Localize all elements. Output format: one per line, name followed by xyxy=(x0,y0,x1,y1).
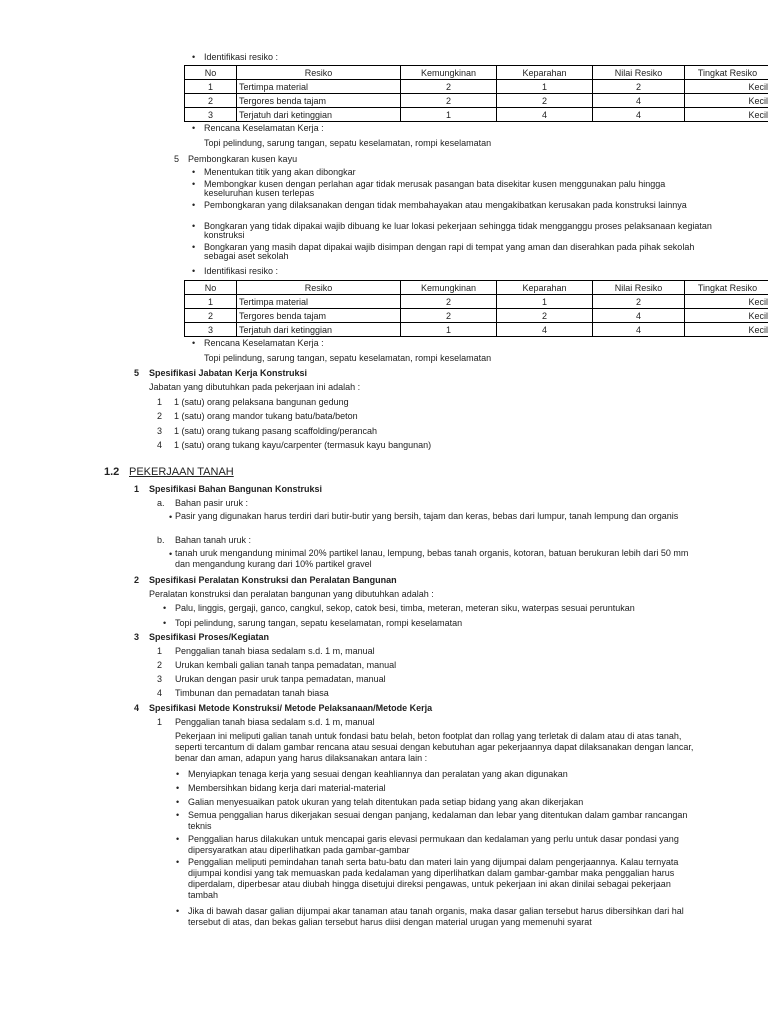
identifikasi-label: • Identifikasi resiko : xyxy=(204,52,278,63)
s4-bullet: • Semua penggalian harus dikerjakan sesuai dengan panjang, kedalaman dan lebar yang ditentukan dalam gambar rancangan teknis xyxy=(188,810,688,832)
table-row xyxy=(185,295,768,309)
table-cell: 1 xyxy=(185,80,237,94)
s3-item-text: Timbunan dan pemadatan tanah biasa xyxy=(175,688,329,698)
jabatan-intro: Jabatan yang dibutuhkan pada pekerjaan ini adalah : xyxy=(149,382,361,392)
table-header-cell: Resiko xyxy=(237,281,401,295)
item5-bullet: • Membongkar kusen dengan perlahan agar tidak merusak pasangan bata disekitar kusen menggunakan palu hingga keseluruhan kusen terlepas xyxy=(204,180,714,198)
table-cell: 2 xyxy=(593,80,685,94)
table-header-cell: Keparahan xyxy=(497,281,593,295)
table-cell: 4 xyxy=(497,323,593,337)
table-cell: Kecil xyxy=(685,94,768,108)
rencana-label: • Rencana Keselamatan Kerja : xyxy=(204,123,324,134)
table-header-cell: Tingkat Resiko xyxy=(685,281,768,295)
jabatan-item-number: 1 xyxy=(157,397,163,407)
table-cell: 3 xyxy=(185,108,237,122)
table-cell: 4 xyxy=(593,108,685,122)
item5-identifikasi-label: • Identifikasi resiko : xyxy=(204,266,278,277)
s1-a-text: Pasir yang digunakan harus terdiri dari butir-butir yang bersih, tajam dan keras, bebas dari lumpur, tanah lempung dan organis xyxy=(175,511,679,521)
item5-bullet: • Bongkaran yang masih dapat dipakai wajib disimpan dengan rapi di tempat yang aman dan diserahkan pada pihak sekolah sebagai aset sekolah xyxy=(204,243,714,261)
risk-table-2 xyxy=(184,280,768,337)
table-cell: Terjatuh dari ketinggian xyxy=(237,323,401,337)
table-cell: 2 xyxy=(401,295,497,309)
s3-item-text: Urukan kembali galian tanah tanpa pemadatan, manual xyxy=(175,660,397,670)
s4-bullet: • Galian menyesuaikan patok ukuran yang telah ditentukan pada setiap bidang yang akan dikerjakan xyxy=(188,797,708,808)
risk-table-1-body xyxy=(185,66,768,122)
jabatan-item-number: 3 xyxy=(157,426,163,436)
table-header-row xyxy=(185,66,768,80)
s1-b-text: tanah uruk mengandung minimal 20% partikel lanau, lempung, bebas tanah organis, kotoran, batuan berukuran lebih dari 50 mm dan mengandung kurang dari 10% partikel gravel xyxy=(175,548,689,569)
s3-item-text: Urukan dengan pasir uruk tanpa pemadatan, manual xyxy=(175,674,386,684)
s1-a-label: a. xyxy=(157,498,165,508)
item5-title: Pembongkaran kusen kayu xyxy=(188,154,298,164)
item5-rencana-label: • Rencana Keselamatan Kerja : xyxy=(204,338,324,349)
bullet-dot: • xyxy=(169,549,173,559)
s4-item-number: 1 xyxy=(157,717,163,727)
table-row xyxy=(185,80,768,94)
table-header-cell: Kemungkinan xyxy=(401,281,497,295)
table-header-cell: Tingkat Resiko xyxy=(685,66,768,80)
jabatan-item-text: 1 (satu) orang pelaksana bangunan gedung xyxy=(174,397,349,407)
section-title: PEKERJAAN TANAH xyxy=(129,466,234,478)
table-row xyxy=(185,108,768,122)
s4-bullet: • Penggalian harus dilakukan untuk mencapai garis elevasi permukaan dan kedalaman yang perlu untuk dasar pondasi yang dipersyaratkan atau diperlihatkan pada gambar-gambar xyxy=(188,834,698,856)
s4-number: 4 xyxy=(134,703,140,713)
table-header-cell: Nilai Resiko xyxy=(593,66,685,80)
s3-item-number: 4 xyxy=(157,688,163,698)
s1-b-label: b. xyxy=(157,535,165,545)
s3-item-text: Penggalian tanah biasa sedalam s.d. 1 m, manual xyxy=(175,646,375,656)
s1-b-title: Bahan tanah uruk : xyxy=(175,535,252,545)
bullet-dot: • xyxy=(169,512,173,522)
s2-number: 2 xyxy=(134,575,140,585)
table-cell: 4 xyxy=(593,94,685,108)
s3-item-number: 2 xyxy=(157,660,163,670)
table-cell: 2 xyxy=(401,80,497,94)
table-cell: Terjatuh dari ketinggian xyxy=(237,108,401,122)
table-cell: 2 xyxy=(185,309,237,323)
s2-intro: Peralatan konstruksi dan peralatan bangunan yang dibutuhkan adalah : xyxy=(149,589,434,599)
apd-text: Topi pelindung, sarung tangan, sepatu keselamatan, rompi keselamatan xyxy=(204,138,492,148)
table-row xyxy=(185,309,768,323)
table-header-cell: No xyxy=(185,66,237,80)
table-cell: 1 xyxy=(497,295,593,309)
section-number: 1.2 xyxy=(104,466,120,478)
s3-item-number: 3 xyxy=(157,674,163,684)
s1-number: 1 xyxy=(134,484,140,494)
s2-bullet: • Palu, linggis, gergaji, ganco, cangkul, sekop, catok besi, timba, meteran, meteran siku, waterpas sesuai peruntukan xyxy=(175,603,635,614)
table-cell: 2 xyxy=(401,94,497,108)
jabatan-item-text: 1 (satu) orang mandor tukang batu/bata/beton xyxy=(174,411,358,421)
table-cell: 4 xyxy=(593,323,685,337)
table-cell: 2 xyxy=(401,309,497,323)
table-cell: 1 xyxy=(497,80,593,94)
table-header-row xyxy=(185,281,768,295)
table-cell: 1 xyxy=(401,108,497,122)
table-row xyxy=(185,94,768,108)
s4-bullet: • Penggalian meliputi pemindahan tanah serta batu-batu dan materi lain yang dijumpai dalam pengerjaannya. Kalau ternyata dijumpai kondisi yang tak memuaskan pada kedalaman yang diperlihatkan dalam gambar-gambar maka penggalian harus diperdalam, diperbesar atau diubah hingga disetujui direksi pengawas, untuk pekerjaan ini akan dinilai sebagai pekerjaan tambah xyxy=(188,857,698,901)
item5-bullet: • Pembongkaran yang dilaksanakan dengan tidak membahayakan atau mengakibatkan kerusakan pada konstruksi lainnya xyxy=(204,201,714,210)
table-cell: 2 xyxy=(185,94,237,108)
table-cell: 4 xyxy=(497,108,593,122)
table-cell: Kecil xyxy=(685,323,768,337)
item5-bullet: • Menentukan titik yang akan dibongkar xyxy=(204,167,356,178)
jabatan-item-number: 4 xyxy=(157,440,163,450)
table-row xyxy=(185,323,768,337)
table-cell: 4 xyxy=(593,309,685,323)
s2-title: Spesifikasi Peralatan Konstruksi dan Peralatan Bangunan xyxy=(149,575,397,585)
s1-a-title: Bahan pasir uruk : xyxy=(175,498,249,508)
jabatan-title: Spesifikasi Jabatan Kerja Konstruksi xyxy=(149,368,308,378)
table-header-cell: Kemungkinan xyxy=(401,66,497,80)
s4-title: Spesifikasi Metode Konstruksi/ Metode Pelaksanaan/Metode Kerja xyxy=(149,703,433,713)
jabatan-item-text: 1 (satu) orang tukang kayu/carpenter (termasuk kayu bangunan) xyxy=(174,440,432,450)
s3-number: 3 xyxy=(134,632,140,642)
s4-bullet: • Menyiapkan tenaga kerja yang sesuai dengan keahliannya dan peralatan yang akan digunakan xyxy=(188,769,708,780)
s3-title: Spesifikasi Proses/Kegiatan xyxy=(149,632,270,642)
table-cell: Kecil xyxy=(685,309,768,323)
table-cell: 2 xyxy=(593,295,685,309)
table-cell: 2 xyxy=(497,309,593,323)
risk-table-2-body xyxy=(185,281,768,337)
table-header-cell: Nilai Resiko xyxy=(593,281,685,295)
jabatan-item-text: 1 (satu) orang tukang pasang scaffolding/perancah xyxy=(174,426,377,436)
table-cell: 3 xyxy=(185,323,237,337)
table-cell: Tertimpa material xyxy=(237,295,401,309)
table-header-cell: Resiko xyxy=(237,66,401,80)
table-cell: 1 xyxy=(185,295,237,309)
s4-paragraph: Pekerjaan ini meliputi galian tanah untuk fondasi batu belah, beton footplat dan rollag yang terletak di dalam atau di atas tanah, seperti tercantum di dalam gambar rencana atau sesuai dengan kebutuhan agar pekerjaannya dapat dilaksanakan dengan lancar, benar dan aman, adapun yang harus dilaksanakan antara lain : xyxy=(175,731,694,763)
table-cell: Kecil xyxy=(685,80,768,94)
item5-apd-text: Topi pelindung, sarung tangan, sepatu keselamatan, rompi keselamatan xyxy=(204,353,492,363)
item5-bullet: • Bongkaran yang tidak dipakai wajib dibuang ke luar lokasi pekerjaan sehingga tidak mengganggu proses pelaksanaan kegiatan konstruksi xyxy=(204,222,714,240)
s1-title: Spesifikasi Bahan Bangunan Konstruksi xyxy=(149,484,323,494)
table-cell: Kecil xyxy=(685,295,768,309)
s4-item-title: Penggalian tanah biasa sedalam s.d. 1 m, manual xyxy=(175,717,375,727)
s2-bullet: • Topi pelindung, sarung tangan, sepatu keselamatan, rompi keselamatan xyxy=(175,618,462,629)
s4-bullet: • Membersihkan bidang kerja dari material-material xyxy=(188,783,708,794)
jabatan-item-number: 2 xyxy=(157,411,163,421)
table-cell: Tergores benda tajam xyxy=(237,94,401,108)
table-cell: 1 xyxy=(401,323,497,337)
table-cell: Tergores benda tajam xyxy=(237,309,401,323)
table-cell: Kecil xyxy=(685,108,768,122)
table-header-cell: Keparahan xyxy=(497,66,593,80)
table-cell: Tertimpa material xyxy=(237,80,401,94)
jabatan-number: 5 xyxy=(134,368,140,378)
risk-table-1 xyxy=(184,65,768,122)
table-header-cell: No xyxy=(185,281,237,295)
s3-item-number: 1 xyxy=(157,646,163,656)
item5-number: 5 xyxy=(174,154,180,164)
table-cell: 2 xyxy=(497,94,593,108)
s4-bullet: • Jika di bawah dasar galian dijumpai akar tanaman atau tanah organis, maka dasar galian tersebut harus dibersihkan dari hal tersebut di atas, dan bekas galian tersebut harus diisi dengan material urugan yang memenuhi syarat xyxy=(188,906,698,928)
